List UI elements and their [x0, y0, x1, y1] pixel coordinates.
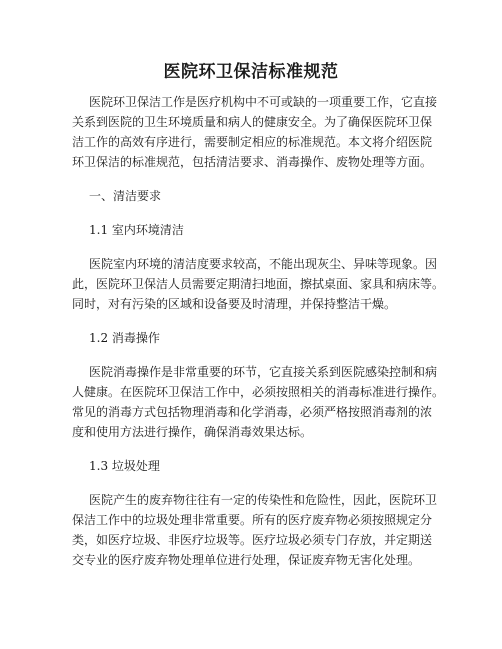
- sub3-line-4: 交专业的医疗废弃物处理单位进行处理，保证废弃物无害化处理。: [72, 553, 421, 567]
- intro-line-3: 洁工作的高效有序进行，需要制定相应的标准规范。本文将介绍医院: [72, 135, 433, 149]
- sub1-line-3: 同时，对有污染的区域和设备要及时清理，并保持整洁干燥。: [72, 297, 397, 311]
- intro-line-4: 环卫保洁的标准规范，包括清洁要求、消毒操作、废物处理等方面。: [72, 155, 433, 169]
- subsection-heading-1-1: 1.1 室内环境清洁: [89, 223, 184, 237]
- sub3-line-3: 类，如医疗垃圾、非医疗垃圾等。医疗垃圾必须专门存放，并定期送: [72, 533, 433, 547]
- subsection-heading-1-2: 1.2 消毒操作: [89, 331, 160, 345]
- sub2-line-2: 人健康。在医院环卫保洁工作中，必须按照相关的消毒标准进行操作。: [72, 385, 445, 399]
- sub2-line-3: 常见的消毒方式包括物理消毒和化学消毒，必须严格按照消毒剂的浓: [72, 405, 433, 419]
- intro-line-1: 医院环卫保洁工作是医疗机构中不可或缺的一项重要工作，它直接: [89, 95, 438, 109]
- sub2-line-4: 度和使用方法进行操作，确保消毒效果达标。: [72, 425, 313, 439]
- sub2-line-1: 医院消毒操作是非常重要的环节，它直接关系到医院感染控制和病: [89, 365, 438, 379]
- section-heading: 一、清洁要求: [89, 189, 162, 203]
- document-title: 医院环卫保洁标准规范: [163, 62, 339, 82]
- sub1-line-2: 此，医院环卫保洁人员需要定期清扫地面，擦拭桌面、家具和病床等。: [72, 277, 445, 291]
- sub3-line-2: 保洁工作中的垃圾处理非常重要。所有的医疗废弃物必须按照规定分: [72, 513, 433, 527]
- sub3-line-1: 医院产生的废弃物往往有一定的传染性和危险性，因此，医院环卫: [89, 493, 438, 507]
- sub1-line-1: 医院室内环境的清洁度要求较高，不能出现灰尘、异味等现象。因: [89, 257, 438, 271]
- intro-line-2: 关系到医院的卫生环境质量和病人的健康安全。为了确保医院环卫保: [72, 115, 433, 129]
- subsection-heading-1-3: 1.3 垃圾处理: [89, 459, 160, 473]
